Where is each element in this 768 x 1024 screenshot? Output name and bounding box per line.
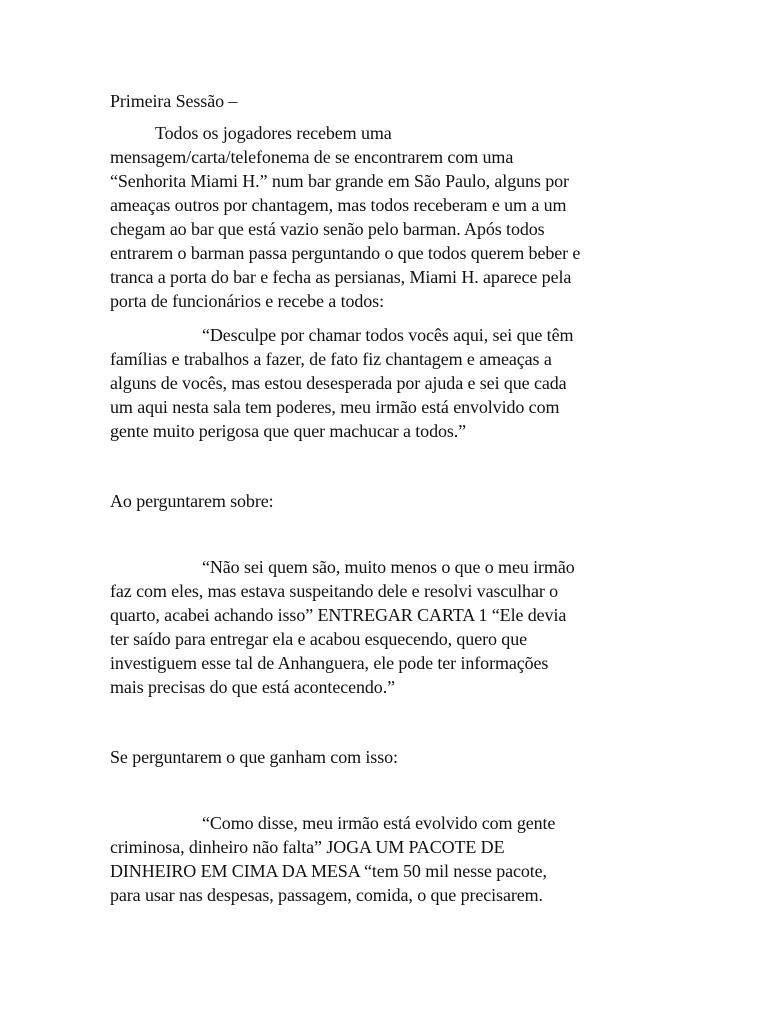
text-line: tranca a porta do bar e fecha as persianas, Miami H. aparece pela [110,267,572,287]
text-line: Todos os jogadores recebem uma [155,123,392,143]
text-line: alguns de vocês, mas estou desesperada por ajuda e sei que cada [110,373,567,393]
text-line: famílias e trabalhos a fazer, de fato fiz chantagem e ameaças a [110,349,552,369]
prompt-line-2: Se perguntarem o que ganham com isso: [110,747,398,767]
text-line: quarto, acabei achando isso” ENTREGAR CARTA 1 “Ele devia [110,605,567,625]
text-line: investiguem esse tal de Anhanguera, ele pode ter informações [110,653,549,673]
text-line: um aqui nesta sala tem poderes, meu irmão está envolvido com [110,397,560,417]
text-line: “Desculpe por chamar todos vocês aqui, sei que têm [202,325,574,345]
text-line: gente muito perigosa que quer machucar a todos.” [110,421,467,441]
text-line: porta de funcionários e recebe a todos: [110,291,384,311]
text-line: criminosa, dinheiro não falta” JOGA UM PACOTE DE [110,837,505,857]
text-line: “Não sei quem são, muito menos o que o meu irmão [202,557,575,577]
text-line: “Como disse, meu irmão está evolvido com gente [202,813,556,833]
text-line: chegam ao bar que está vazio senão pelo barman. Após todos [110,219,545,239]
text-line: mensagem/carta/telefonema de se encontrarem com uma [110,147,514,167]
text-line: mais precisas do que está acontecendo.” [110,677,395,697]
text-line: para usar nas despesas, passagem, comida, o que precisarem. [110,885,543,905]
text-line: DINHEIRO EM CIMA DA MESA “tem 50 mil nesse pacote, [110,861,547,881]
text-line: ameaças outros por chantagem, mas todos receberam e um a um [110,195,567,215]
text-line: “Senhorita Miami H.” num bar grande em São Paulo, alguns por [110,171,569,191]
text-line: entrarem o barman passa perguntando o que todos querem beber e [110,243,581,263]
section-heading: Primeira Sessão – [110,91,238,111]
text-line: ter saído para entregar ela e acabou esquecendo, quero que [110,629,527,649]
prompt-line-1: Ao perguntarem sobre: [110,491,274,511]
text-line: faz com eles, mas estava suspeitando dele e resolvi vasculhar o [110,581,559,601]
